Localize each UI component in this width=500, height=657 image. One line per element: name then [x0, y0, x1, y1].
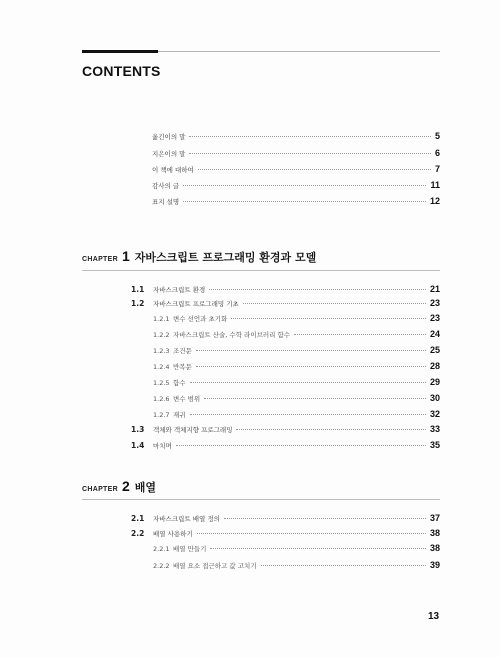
toc-entry[interactable] [153, 361, 440, 375]
header-rule-grey [158, 51, 440, 52]
toc-entry[interactable] [153, 345, 440, 359]
front-matter-page: 5 [434, 131, 440, 141]
chapter-title: 배열 [134, 481, 156, 494]
section-page: 30 [429, 393, 440, 403]
chapter-word: CHAPTER [82, 486, 118, 493]
toc-entry[interactable] [131, 284, 440, 298]
toc-entry[interactable] [153, 393, 440, 407]
toc-entry[interactable] [131, 298, 440, 312]
toc-entry[interactable] [131, 513, 440, 527]
section-label: 조건문 [173, 347, 192, 355]
chapter-word: CHAPTER [82, 256, 118, 263]
toc-entry[interactable] [153, 543, 440, 557]
section-label: 재귀 [173, 411, 186, 419]
section-label: 변수 범위 [173, 395, 201, 403]
section-page: 23 [429, 313, 440, 323]
front-matter-item[interactable] [152, 148, 440, 162]
dot-leader [189, 153, 431, 154]
section-page: 21 [429, 284, 440, 294]
section-page: 25 [429, 345, 440, 355]
front-matter-page: 7 [434, 164, 440, 174]
section-number: 1.3 [131, 425, 145, 434]
section-page: 24 [429, 329, 440, 339]
section-number: 1.4 [131, 441, 145, 450]
dot-leader [198, 169, 431, 170]
section-number: 2.2.1 [153, 545, 170, 553]
section-label: 객체와 객체지향 프로그래밍 [153, 426, 233, 434]
dot-leader [209, 289, 426, 290]
section-number: 1.2.1 [153, 315, 170, 323]
section-number: 1.2.6 [153, 395, 170, 403]
dot-leader [183, 201, 426, 202]
section-number: 1.2.4 [153, 363, 170, 371]
section-label: 마치며 [153, 442, 172, 450]
section-label: 자바스크립트 산술, 수학 라이브러리 함수 [173, 331, 291, 339]
toc-entry[interactable] [131, 528, 440, 542]
section-label: 자바스크립트 배열 정의 [153, 515, 220, 523]
section-page: 37 [429, 513, 440, 523]
toc-entry[interactable] [153, 313, 440, 327]
toc-entry[interactable] [131, 424, 440, 438]
section-page: 38 [429, 543, 440, 553]
section-label: 함수 [173, 379, 186, 387]
header-rule-black [82, 50, 158, 53]
chapter-number: 1 [121, 248, 130, 264]
section-number: 1.1 [131, 285, 145, 294]
chapter-heading[interactable] [82, 248, 316, 265]
section-number: 1.2 [131, 299, 145, 308]
chapter-title: 자바스크립트 프로그래밍 환경과 모델 [134, 251, 317, 264]
section-page: 32 [429, 409, 440, 419]
toc-entry[interactable] [153, 377, 440, 391]
section-page: 38 [429, 528, 440, 538]
section-label: 배열 요소 접근하고 값 고치기 [173, 562, 257, 570]
dot-leader [196, 366, 426, 367]
dot-leader [261, 565, 426, 566]
contents-title: CONTENTS [82, 63, 161, 79]
dot-leader [183, 185, 426, 186]
chapter-number: 2 [121, 478, 130, 494]
section-number: 2.1 [131, 514, 145, 523]
section-label: 배열 만들기 [173, 545, 207, 553]
toc-entry[interactable] [153, 409, 440, 423]
front-matter-label: 감사의 글 [152, 182, 180, 190]
dot-leader [231, 318, 426, 319]
dot-leader [190, 382, 426, 383]
section-page: 35 [429, 440, 440, 450]
section-label: 자바스크립트 프로그래밍 기초 [153, 300, 239, 308]
section-number: 2.2 [131, 529, 145, 538]
chapter-rule [82, 499, 440, 500]
front-matter-page: 12 [429, 196, 440, 206]
front-matter-item[interactable] [152, 180, 440, 194]
front-matter-page: 6 [434, 148, 440, 158]
section-page: 28 [429, 361, 440, 371]
section-label: 배열 사용하기 [153, 530, 193, 538]
dot-leader [236, 429, 426, 430]
section-label: 자바스크립트 환경 [153, 286, 206, 294]
dot-leader [204, 398, 426, 399]
toc-entry[interactable] [153, 329, 440, 343]
dot-leader [224, 518, 426, 519]
toc-entry[interactable] [131, 440, 440, 454]
page-number: 13 [428, 611, 440, 622]
section-number: 1.2.2 [153, 331, 170, 339]
front-matter-label: 표지 설명 [152, 198, 180, 206]
section-number: 1.2.3 [153, 347, 170, 355]
front-matter-item[interactable] [152, 131, 440, 145]
dot-leader [176, 445, 426, 446]
dot-leader [190, 414, 426, 415]
front-matter-label: 지은이의 말 [152, 150, 186, 158]
section-number: 1.2.7 [153, 411, 170, 419]
front-matter-item[interactable] [152, 164, 440, 178]
front-matter-label: 이 책에 대하여 [152, 166, 194, 174]
section-number: 1.2.5 [153, 379, 170, 387]
chapter-rule [82, 270, 440, 271]
toc-entry[interactable] [153, 560, 440, 574]
section-page: 39 [429, 560, 440, 570]
section-label: 변수 선언과 초기화 [173, 315, 228, 323]
front-matter-item[interactable] [152, 196, 440, 210]
dot-leader [189, 136, 431, 137]
dot-leader [294, 334, 426, 335]
dot-leader [196, 350, 426, 351]
section-page: 23 [429, 298, 440, 308]
section-number: 2.2.2 [153, 562, 170, 570]
section-page: 29 [429, 377, 440, 387]
chapter-heading[interactable] [82, 478, 156, 495]
dot-leader [210, 548, 426, 549]
section-label: 반복문 [173, 363, 192, 371]
front-matter-page: 11 [430, 180, 440, 190]
front-matter-label: 옮긴이의 말 [152, 133, 186, 141]
dot-leader [243, 303, 426, 304]
dot-leader [197, 533, 426, 534]
section-page: 33 [429, 424, 440, 434]
